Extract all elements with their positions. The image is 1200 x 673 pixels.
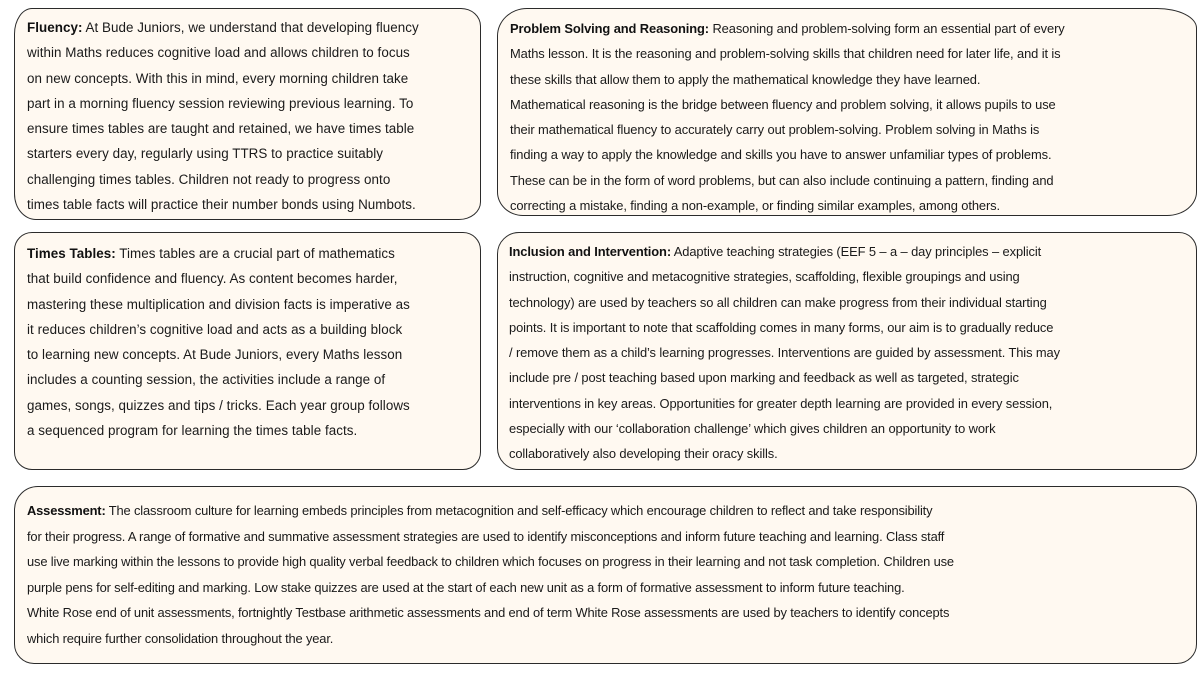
inclusion-line: technology) are used by teachers so all children can make progress from their individual starting <box>509 294 1047 310</box>
assessment-line-text: The classroom culture for learning embeds principles from metacognition and self-efficacy which encourage children to reflect and take responsibility <box>105 503 933 518</box>
problem-solving-line <box>510 16 1196 41</box>
times-tables-line: includes a counting session, the activities include a range of <box>27 372 386 388</box>
inclusion-line <box>509 239 1196 264</box>
assessment-line: which require further consolidation throughout the year. <box>27 630 334 646</box>
times-tables-line: that build confidence and fluency. As content becomes harder, <box>27 271 398 287</box>
problem-solving-line: Mathematical reasoning is the bridge between fluency and problem solving, it allows pupils to use <box>510 96 1056 112</box>
inclusion-title: Inclusion and Intervention: <box>509 244 672 259</box>
times-tables-line-text: Times tables are a crucial part of mathematics <box>115 246 395 261</box>
problem-solving-line: finding a way to apply the knowledge and skills you have to answer unfamiliar types of problems. <box>510 147 1052 163</box>
times-tables-line: a sequenced program for learning the times table facts. <box>27 423 358 439</box>
inclusion-line-text: Adaptive teaching strategies (EEF 5 – a – day principles – explicit <box>671 244 1042 259</box>
problem-solving-section <box>497 8 1197 216</box>
fluency-line: within Maths reduces cognitive load and allows children to focus <box>27 45 410 61</box>
assessment-line: use live marking within the lessons to provide high quality verbal feedback to children which focuses on progress in their learning and not task completion. Children use <box>27 554 954 569</box>
assessment-line <box>27 498 1196 524</box>
problem-solving-title: Problem Solving and Reasoning: <box>510 21 709 36</box>
fluency-section <box>14 8 481 220</box>
times-tables-title: Times Tables: <box>27 246 116 261</box>
assessment-section <box>14 486 1197 664</box>
fluency-title: Fluency: <box>27 20 83 35</box>
assessment-line: for their progress. A range of formative and summative assessment strategies are used to identify misconceptions and inform future teaching and learning. Class staff <box>27 528 945 544</box>
fluency-text <box>27 15 480 217</box>
inclusion-line: / remove them as a child’s learning progresses. Interventions are guided by assessment. This may <box>509 345 1060 361</box>
times-tables-line: it reduces children’s cognitive load and acts as a building block <box>27 321 403 337</box>
problem-solving-line: correcting a mistake, finding a non-example, or finding similar examples, among others. <box>510 198 1000 214</box>
problem-solving-line: their mathematical fluency to accurately carry out problem-solving. Problem solving in Maths is <box>510 122 1040 138</box>
fluency-line: starters every day, regularly using TTRS to practice suitably <box>27 146 384 162</box>
problem-solving-line: Maths lesson. It is the reasoning and problem-solving skills that children need for later life, and it is <box>510 46 1061 62</box>
fluency-line: on new concepts. With this in mind, every morning children take <box>27 70 409 86</box>
inclusion-line: especially with our ‘collaboration challenge’ which gives children an opportunity to work <box>509 421 996 437</box>
fluency-line-text: At Bude Juniors, we understand that developing fluency <box>82 20 419 35</box>
fluency-line: part in a morning fluency session reviewing previous learning. To <box>27 95 414 111</box>
times-tables-section <box>14 232 481 470</box>
times-tables-line <box>27 241 480 266</box>
problem-solving-line: These can be in the form of word problems, but can also include continuing a pattern, finding and <box>510 172 1054 188</box>
times-tables-line: games, songs, quizzes and tips / tricks. Each year group follows <box>27 397 410 413</box>
fluency-line: challenging times tables. Children not ready to progress onto <box>27 171 391 187</box>
fluency-line: ensure times tables are taught and retained, we have times table <box>27 121 415 137</box>
problem-solving-text <box>510 16 1196 218</box>
inclusion-line: include pre / post teaching based upon marking and feedback as well as targeted, strategic <box>509 370 1019 386</box>
problem-solving-line: these skills that allow them to apply the mathematical knowledge they have learned. <box>510 71 981 87</box>
assessment-line: White Rose end of unit assessments, fortnightly Testbase arithmetic assessments and end of term White Rose assessments are used by teachers to identify concepts <box>27 605 950 620</box>
problem-solving-line-text: Reasoning and problem-solving form an essential part of every <box>708 21 1065 36</box>
assessment-title: Assessment: <box>27 503 106 518</box>
inclusion-section <box>497 232 1197 470</box>
times-tables-line: mastering these multiplication and division facts is imperative as <box>27 296 410 312</box>
times-tables-text <box>27 241 480 443</box>
assessment-text <box>27 498 1196 651</box>
inclusion-line: points. It is important to note that scaffolding comes in many forms, our aim is to gradually reduce <box>509 319 1054 335</box>
inclusion-line: interventions in key areas. Opportunities for greater depth learning are provided in every session, <box>509 395 1053 411</box>
inclusion-line: instruction, cognitive and metacognitive strategies, scaffolding, flexible groupings and using <box>509 269 1020 285</box>
assessment-line: purple pens for self-editing and marking. Low stake quizzes are used at the start of each new unit as a form of formative assessment to inform future teaching. <box>27 579 905 595</box>
times-tables-line: to learning new concepts. At Bude Juniors, every Maths lesson <box>27 347 403 363</box>
fluency-line: times table facts will practice their number bonds using Numbots. <box>27 197 416 213</box>
fluency-line <box>27 15 480 40</box>
inclusion-line: collaboratively also developing their oracy skills. <box>509 446 778 462</box>
inclusion-text <box>509 239 1196 467</box>
